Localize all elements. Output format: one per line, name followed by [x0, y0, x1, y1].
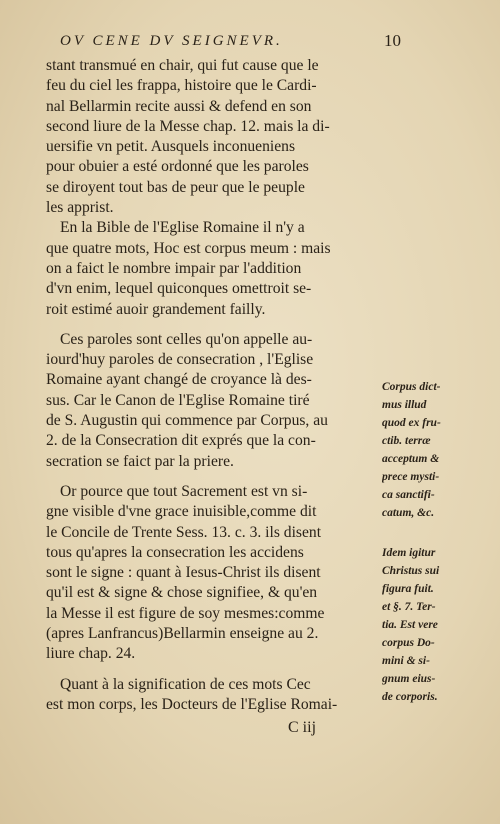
paragraph-5	[46, 675, 380, 716]
margin-line: acceptum &	[382, 453, 440, 465]
text-line: Romaine ayant changé de croyance là des-	[46, 371, 312, 389]
paragraph-1	[46, 56, 380, 218]
text-line: stant transmué en chair, qui fut cause que le	[46, 57, 319, 74]
text-line: le Concile de Trente Sess. 13. c. 3. ils disent	[46, 523, 322, 541]
text-line: se diroyent tout bas de peur que le peuple	[46, 178, 305, 196]
text-line: les apprist.	[46, 199, 114, 217]
text-line: pour obuier a esté ordonné que les paroles	[46, 158, 309, 176]
text-line: 2. de la Consecration dit exprés que la con-	[46, 432, 316, 450]
margin-note-2	[382, 544, 482, 706]
margin-line: figura fuit.	[382, 583, 434, 595]
text-line: la Messe il est figure de soy mesmes:comme	[46, 604, 325, 622]
paragraph-4	[46, 482, 380, 665]
text-line: de S. Augustin qui commence par Corpus, au	[46, 412, 328, 430]
paragraph-3	[46, 330, 380, 472]
text-line: Or pource que tout Sacrement est vn si-	[60, 482, 308, 500]
text-line: est mon corps, les Docteurs de l'Eglise Romai-	[46, 695, 338, 713]
text-line: Quant à la signification de ces mots Cec	[60, 675, 311, 693]
margin-line: prece mysti-	[382, 471, 440, 483]
signature-mark: C iij	[288, 719, 317, 736]
text-line: sus. Car le Canon de l'Eglise Romaine tiré	[46, 391, 310, 409]
margin-line: ca sanctifi-	[382, 489, 435, 501]
margin-line: Corpus dict-	[382, 381, 441, 393]
text-line: uersifie vn petit. Ausquels inconueniens	[46, 138, 296, 156]
margin-line: mini & si-	[382, 655, 430, 667]
text-line: on a faict le nombre impair par l'addition	[46, 259, 302, 277]
page-number: 10	[384, 31, 401, 50]
text-line: (apres Lanfrancus)Bellarmin enseigne au 2.	[46, 625, 319, 643]
text-line: qu'il est & signe & chose signifiee, & qu'en	[46, 584, 318, 602]
margin-line: de corporis.	[382, 691, 438, 703]
margin-line: ctib. terræ	[382, 435, 431, 447]
margin-line: gnum eius-	[382, 673, 436, 685]
margin-line: et §. 7. Ter-	[382, 601, 436, 613]
running-title: OV CENE DV SEIGNEVR.	[60, 33, 283, 49]
text-line: second liure de la Messe chap. 12. mais la di-	[46, 117, 330, 135]
margin-line: Idem igitur	[382, 547, 436, 559]
paragraph-2	[46, 218, 380, 319]
text-line: que quatre mots, Hoc est corpus meum : mais	[46, 239, 331, 257]
margin-line: tia. Est vere	[382, 619, 438, 631]
text-line: secration se faict par la priere.	[46, 452, 234, 470]
main-text	[46, 56, 380, 715]
text-line: d'vn enim, lequel quiconques omettroit se-	[46, 280, 312, 298]
margin-line: quod ex fru-	[382, 417, 441, 429]
text-line: En la Bible de l'Eglise Romaine il n'y a	[60, 219, 305, 237]
text-line: tous qu'apres la consecration les accidens	[46, 543, 304, 561]
text-line: nal Bellarmin recite aussi & defend en son	[46, 97, 312, 115]
margin-line: Christus sui	[382, 565, 440, 577]
text-line: liure chap. 24.	[46, 645, 136, 663]
text-line: sont le signe : quant à Iesus-Christ ils disent	[46, 564, 321, 582]
margin-note-1	[382, 378, 482, 522]
margin-line: catum, &c.	[382, 507, 435, 519]
margin-line: corpus Do-	[382, 637, 435, 649]
margin-line: mus illud	[382, 399, 427, 411]
text-line: Ces paroles sont celles qu'on appelle au-	[60, 330, 313, 348]
text-line: roit estimé auoir grandement failly.	[46, 300, 266, 318]
text-line: feu du ciel les frappa, histoire que le Cardi-	[46, 77, 317, 95]
text-line: gne visible d'vne grace inuisible,comme dit	[46, 503, 317, 521]
text-line: iourd'huy paroles de consecration , l'Eglise	[46, 351, 314, 369]
